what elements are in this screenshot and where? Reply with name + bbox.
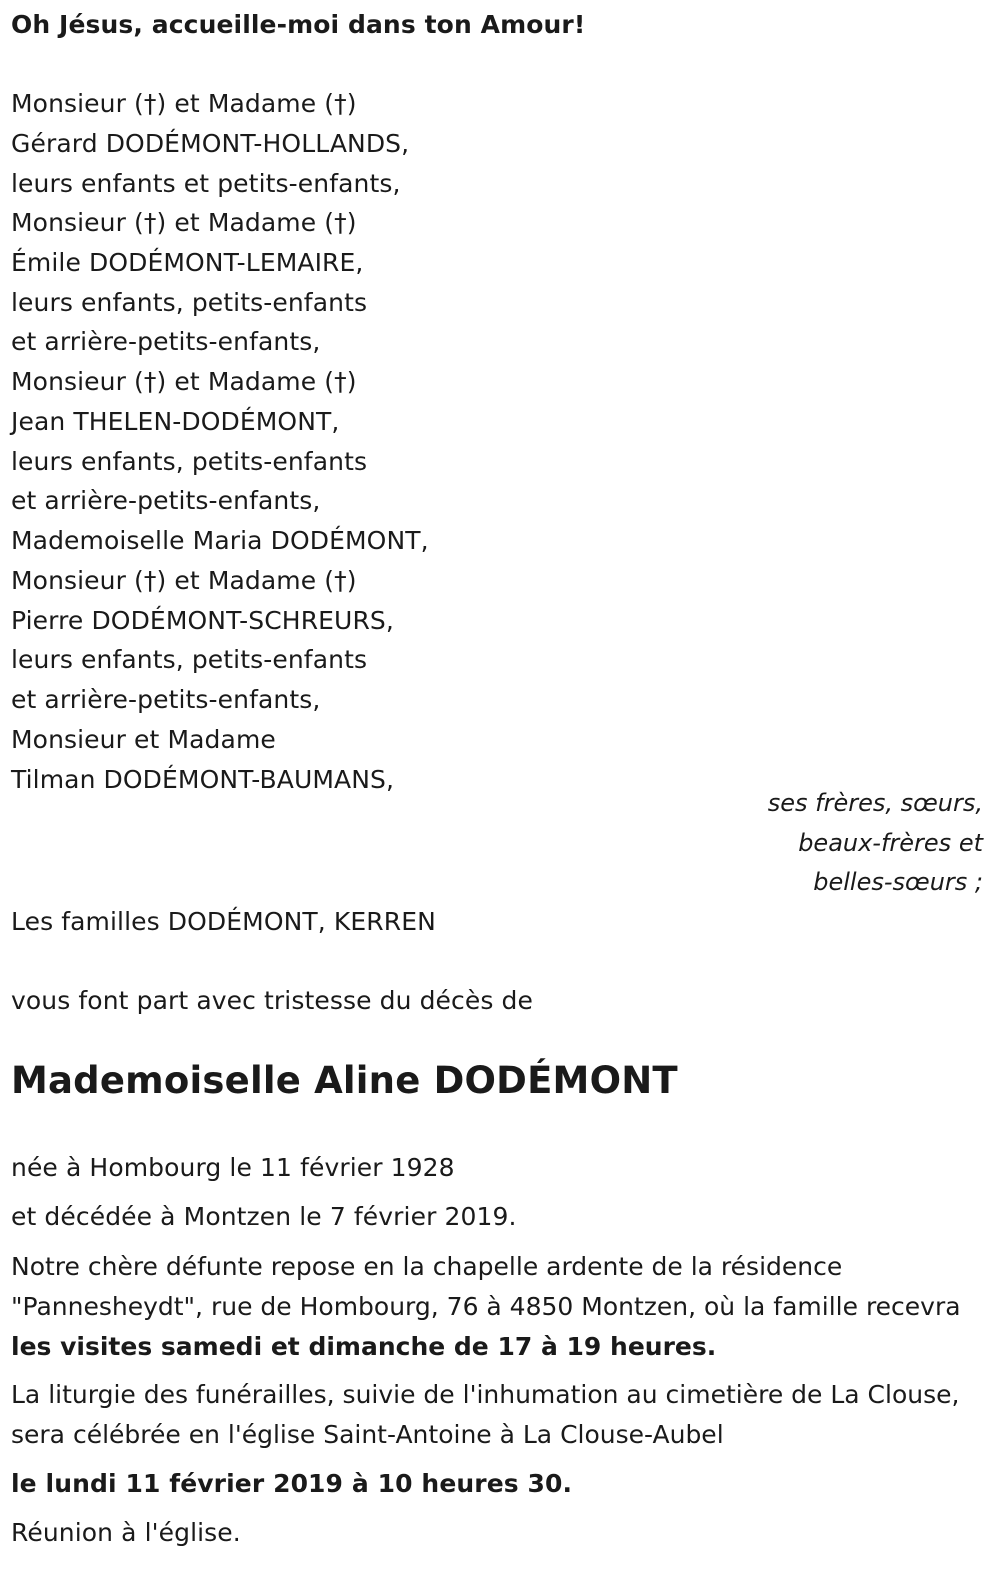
family-line: leurs enfants, petits-enfants [11, 288, 368, 317]
family-line: Jean THELEN-DODÉMONT, [11, 407, 340, 436]
meeting-note: Réunion à l'église. [11, 1518, 241, 1547]
visitation-hours: les visites samedi et dimanche de 17 à 19 heures. [11, 1332, 717, 1361]
visitation-text: Notre chère défunte repose en la chapelle ardente de la résidence "Pannesheydt", rue de Hombourg, 76 à 4850 Montzen, où la famille recevra [11, 1252, 961, 1321]
family-line: Émile DODÉMONT-LEMAIRE, [11, 248, 364, 277]
family-line: Monsieur (†) et Madame (†) [11, 367, 357, 396]
family-line: Tilman DODÉMONT-BAUMANS, [11, 765, 395, 794]
announcement-text: vous font part avec tristesse du décès de [11, 986, 533, 1015]
family-line: et arrière-petits-enfants, [11, 685, 321, 714]
family-line: Monsieur et Madame [11, 725, 276, 754]
family-line: Monsieur (†) et Madame (†) [11, 566, 357, 595]
funeral-paragraph: La liturgie des funérailles, suivie de l'inhumation au cimetière de La Clouse, sera célébrée en l'église Saint-Antoine à La Clouse-Aubel [11, 1380, 960, 1449]
funeral-date: le lundi 11 février 2019 à 10 heures 30. [11, 1469, 573, 1498]
birth-info: née à Hombourg le 11 février 1928 [11, 1153, 455, 1182]
visitation-paragraph [11, 1247, 971, 1367]
family-line: et arrière-petits-enfants, [11, 486, 321, 515]
prayer-header: Oh Jésus, accueille-moi dans ton Amour! [11, 10, 586, 39]
family-line: Gérard DODÉMONT-HOLLANDS, [11, 129, 410, 158]
relation-line: ses frères, sœurs, [767, 789, 983, 817]
family-line: leurs enfants, petits-enfants [11, 645, 368, 674]
family-line: et arrière-petits-enfants, [11, 327, 321, 356]
relation-line: belles-sœurs ; [813, 868, 983, 896]
family-line: Mademoiselle Maria DODÉMONT, [11, 526, 429, 555]
family-line: leurs enfants, petits-enfants [11, 447, 368, 476]
death-info: et décédée à Montzen le 7 février 2019. [11, 1202, 517, 1231]
family-line: Monsieur (†) et Madame (†) [11, 208, 357, 237]
family-line: leurs enfants et petits-enfants, [11, 169, 401, 198]
family-line: Pierre DODÉMONT-SCHREURS, [11, 606, 394, 635]
deceased-name: Mademoiselle Aline DODÉMONT [11, 1059, 678, 1102]
family-line: Monsieur (†) et Madame (†) [11, 89, 357, 118]
other-families: Les familles DODÉMONT, KERREN [11, 907, 436, 936]
relation-line: beaux-frères et [798, 829, 983, 857]
